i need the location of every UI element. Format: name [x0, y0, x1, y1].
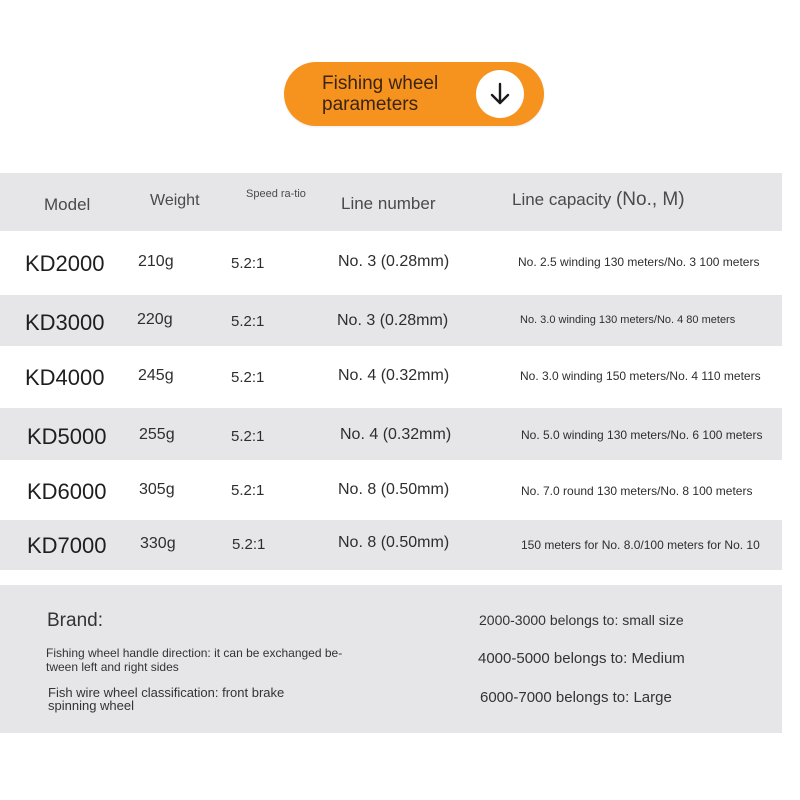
header-line-number: Line number	[341, 194, 436, 213]
table-row	[0, 408, 782, 460]
header-line-capacity	[512, 189, 685, 211]
table-row	[0, 231, 782, 295]
header-line-capacity-label: Line capacity	[512, 190, 612, 209]
cell-speed-ratio: 5.2:1	[231, 255, 265, 272]
cell-model: KD5000	[27, 424, 107, 449]
header-speed-ratio: Speed ra-tio	[246, 188, 306, 200]
cell-line-number: No. 4 (0.32mm)	[338, 367, 450, 384]
cell-model: KD7000	[27, 533, 107, 558]
classification-text: Fish wire wheel classification: front brake spinning wheel	[48, 685, 285, 713]
cell-speed-ratio: 5.2:1	[231, 482, 265, 499]
handle-direction-text: Fishing wheel handle direction: it can be exchanged be-tween left and right sides	[46, 646, 343, 674]
cell-speed-ratio: 5.2:1	[232, 536, 266, 553]
cell-line-number: No. 3 (0.28mm)	[338, 253, 450, 270]
brand-info-panel	[0, 585, 782, 733]
table-row	[0, 460, 782, 520]
cell-line-capacity: 150 meters for No. 8.0/100 meters for No. 10	[521, 538, 760, 552]
cell-model: KD4000	[25, 365, 105, 390]
cell-weight: 245g	[138, 367, 174, 384]
header-line-capacity-unit: (No., M)	[615, 189, 685, 210]
banner-title: Fishing wheel parameters	[322, 73, 439, 115]
cell-line-capacity: No. 3.0 winding 130 meters/No. 4 80 meters	[520, 314, 736, 326]
size-small-text: 2000-3000 belongs to: small size	[479, 612, 684, 628]
cell-speed-ratio: 5.2:1	[231, 313, 265, 330]
cell-weight: 220g	[137, 311, 173, 328]
cell-line-capacity: No. 7.0 round 130 meters/No. 8 100 meters	[521, 484, 753, 498]
header-model: Model	[44, 195, 91, 214]
table-row	[0, 520, 782, 570]
cell-line-number: No. 4 (0.32mm)	[340, 426, 452, 443]
table-header	[0, 173, 782, 231]
table-row	[0, 295, 782, 346]
cell-line-number: No. 8 (0.50mm)	[338, 481, 450, 498]
cell-line-number: No. 3 (0.28mm)	[337, 312, 449, 329]
cell-weight: 255g	[139, 426, 175, 443]
cell-model: KD6000	[27, 479, 107, 504]
cell-speed-ratio: 5.2:1	[231, 428, 265, 445]
arrow-down-button	[476, 70, 524, 118]
cell-line-capacity: No. 3.0 winding 150 meters/No. 4 110 meters	[520, 369, 761, 383]
size-medium-text: 4000-5000 belongs to: Medium	[478, 650, 685, 667]
parameters-banner	[284, 62, 544, 126]
cell-line-capacity: No. 5.0 winding 130 meters/No. 6 100 meters	[521, 428, 763, 442]
header-weight: Weight	[150, 192, 200, 209]
brand-title: Brand:	[47, 610, 103, 631]
cell-weight: 210g	[138, 253, 174, 270]
cell-line-number: No. 8 (0.50mm)	[338, 534, 450, 551]
table-row	[0, 346, 782, 408]
cell-model: KD3000	[25, 310, 105, 335]
arrow-down-icon	[488, 82, 512, 106]
cell-speed-ratio: 5.2:1	[231, 369, 265, 386]
cell-model: KD2000	[25, 251, 105, 276]
cell-weight: 330g	[140, 535, 176, 552]
size-large-text: 6000-7000 belongs to: Large	[480, 689, 672, 706]
cell-weight: 305g	[139, 481, 175, 498]
cell-line-capacity: No. 2.5 winding 130 meters/No. 3 100 meters	[518, 255, 760, 269]
